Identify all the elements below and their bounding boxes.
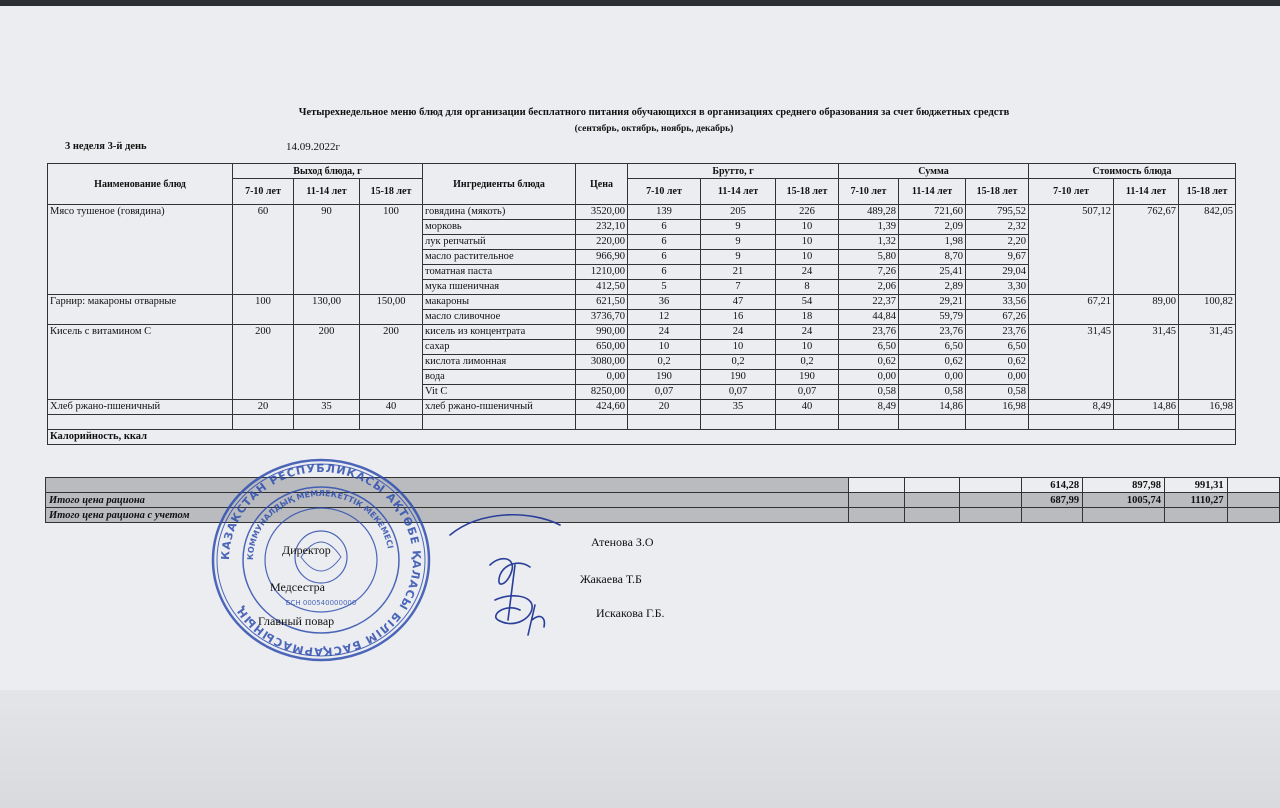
output-cell: 60 [233,205,294,295]
gross-cell: 226 [776,205,839,220]
header-output: Выход блюда, г [233,164,423,179]
header-age: 11-14 лет [701,179,776,205]
cost-cell: 31,45 [1114,325,1179,400]
calories-label: Калорийность, ккал [48,430,1236,445]
gross-cell: 9 [701,235,776,250]
output-cell: 40 [360,400,423,415]
cost-cell: 14,86 [1114,400,1179,415]
sum-cell: 489,28 [839,205,899,220]
document-subtitle: (сентябрь, октябрь, ноябрь, декабрь) [574,124,734,134]
cost-cell: 89,00 [1114,295,1179,325]
sum-cell: 33,56 [966,295,1029,310]
gross-cell: 0,2 [628,355,701,370]
table-row [48,205,1236,220]
empty-cell [360,415,423,430]
sum-cell: 59,79 [899,310,966,325]
gross-cell: 6 [628,265,701,280]
cost-cell: 31,45 [1029,325,1114,400]
ingredient-cell: сахар [423,340,576,355]
gross-cell: 190 [776,370,839,385]
price-cell: 220,00 [576,235,628,250]
sum-cell: 2,06 [839,280,899,295]
header-age: 15-18 лет [360,179,423,205]
gross-cell: 10 [776,340,839,355]
total-cell: 687,99 [1021,493,1082,508]
output-cell: 100 [360,205,423,295]
cost-cell: 842,05 [1179,205,1236,295]
table-row [48,295,1236,310]
gross-cell: 10 [701,340,776,355]
gross-cell: 0,07 [776,385,839,400]
sum-cell: 22,37 [839,295,899,310]
sum-cell: 5,80 [839,250,899,265]
gross-cell: 35 [701,400,776,415]
gross-cell: 0,07 [701,385,776,400]
gross-cell: 9 [701,250,776,265]
gross-cell: 8 [776,280,839,295]
ingredient-cell: масло растительное [423,250,576,265]
output-cell: 200 [233,325,294,400]
ingredient-cell: томатная паста [423,265,576,280]
price-cell: 3080,00 [576,355,628,370]
gross-cell: 24 [701,325,776,340]
ration-vat-label: Итого цена рациона с учетом [46,508,849,523]
price-cell: 650,00 [576,340,628,355]
header-age: 11-14 лет [1114,179,1179,205]
dish-name-cell: Мясо тушеное (говядина) [48,205,233,295]
total-cell: 1005,74 [1083,493,1165,508]
gross-cell: 6 [628,250,701,265]
header-dish: Наименование блюд [48,164,233,205]
seal-outer-text: КАЗАКСТАН РЕСПУБЛИКАСЫ АҚТӨБЕ ҚАЛАСЫ БІЛІМ БАСҚАРМАСЫНЫҢ [218,461,424,659]
sum-cell: 8,70 [899,250,966,265]
table-row [48,325,1236,340]
director-label: Директор [282,543,331,557]
sum-cell: 2,09 [899,220,966,235]
price-cell: 3736,70 [576,310,628,325]
ingredient-cell: мука пшеничная [423,280,576,295]
header-gross: Брутто, г [628,164,839,179]
calories-row [48,430,1236,445]
seal-id-text: БСН 000540000000 [285,599,357,607]
ingredient-cell: говядина (мякоть) [423,205,576,220]
table-row [48,415,1236,430]
ingredient-cell: хлеб ржано-пшеничный [423,400,576,415]
gross-cell: 20 [628,400,701,415]
empty-cell [48,415,233,430]
output-cell: 20 [233,400,294,415]
header-age: 7-10 лет [1029,179,1114,205]
sum-cell: 6,50 [899,340,966,355]
dish-name-cell: Кисель с витамином С [48,325,233,400]
table-surface [0,690,1280,808]
sum-cell: 6,50 [966,340,1029,355]
sum-cell: 795,52 [966,205,1029,220]
cook-label: Главный повар [258,614,335,628]
ingredient-cell: кислота лимонная [423,355,576,370]
ingredient-cell: лук репчатый [423,235,576,250]
total-cell: 614,28 [1021,478,1082,493]
header-age: 15-18 лет [776,179,839,205]
document-title: Четырехнедельное меню блюд для организации бесплатного питания обучающихся в организациях среднего образования за счет бюджетных средств [298,107,1010,118]
cost-cell: 31,45 [1179,325,1236,400]
header-age: 7-10 лет [839,179,899,205]
gross-cell: 190 [628,370,701,385]
total-cell: 1110,27 [1164,493,1227,508]
gross-cell: 10 [776,250,839,265]
menu-date: 14.09.2022г [286,141,341,153]
cost-cell: 100,82 [1179,295,1236,325]
menu-table [47,163,1236,445]
total-cell: 991,31 [1164,478,1227,493]
gross-cell: 5 [628,280,701,295]
gross-cell: 7 [701,280,776,295]
gross-cell: 139 [628,205,701,220]
header-age: 11-14 лет [294,179,360,205]
gross-cell: 10 [628,340,701,355]
empty-cell [1029,415,1114,430]
cost-cell: 762,67 [1114,205,1179,295]
header-age: 15-18 лет [1179,179,1236,205]
sum-cell: 14,86 [899,400,966,415]
empty-cell [576,415,628,430]
ingredient-cell: Vit C [423,385,576,400]
sum-cell: 0,00 [899,370,966,385]
sum-cell: 1,98 [899,235,966,250]
ingredient-cell: кисель из концентрата [423,325,576,340]
cost-cell: 16,98 [1179,400,1236,415]
empty-cell [899,415,966,430]
gross-cell: 18 [776,310,839,325]
table-row [48,400,1236,415]
empty-cell [966,415,1029,430]
sum-cell: 23,76 [839,325,899,340]
price-cell: 412,50 [576,280,628,295]
gross-cell: 9 [701,220,776,235]
output-cell: 200 [294,325,360,400]
sum-cell: 6,50 [839,340,899,355]
output-cell: 150,00 [360,295,423,325]
sum-cell: 0,00 [966,370,1029,385]
ingredient-cell: масло сливочное [423,310,576,325]
output-cell: 200 [360,325,423,400]
sum-cell: 8,49 [839,400,899,415]
gross-cell: 190 [701,370,776,385]
sum-cell: 7,26 [839,265,899,280]
empty-cell [776,415,839,430]
dish-name-cell: Хлеб ржано-пшеничный [48,400,233,415]
empty-cell [701,415,776,430]
gross-cell: 0,2 [776,355,839,370]
ingredient-cell: вода [423,370,576,385]
gross-cell: 10 [776,235,839,250]
totals-empty-cell [46,478,849,493]
gross-cell: 40 [776,400,839,415]
header-cost: Стоимость блюда [1029,164,1236,179]
empty-cell [1114,415,1179,430]
sum-cell: 3,30 [966,280,1029,295]
cost-cell: 507,12 [1029,205,1114,295]
sum-cell: 0,58 [966,385,1029,400]
gross-cell: 36 [628,295,701,310]
header-age: 7-10 лет [628,179,701,205]
price-cell: 990,00 [576,325,628,340]
sum-cell: 29,04 [966,265,1029,280]
sum-cell: 44,84 [839,310,899,325]
gross-cell: 0,2 [701,355,776,370]
gross-cell: 16 [701,310,776,325]
price-cell: 1210,00 [576,265,628,280]
sum-cell: 16,98 [966,400,1029,415]
empty-cell [1179,415,1236,430]
gross-cell: 24 [776,325,839,340]
price-cell: 8250,00 [576,385,628,400]
sum-cell: 721,60 [899,205,966,220]
sum-cell: 1,32 [839,235,899,250]
sum-cell: 0,58 [839,385,899,400]
empty-cell [839,415,899,430]
sum-cell: 2,89 [899,280,966,295]
sum-cell: 0,62 [839,355,899,370]
gross-cell: 54 [776,295,839,310]
gross-cell: 12 [628,310,701,325]
director-name: Атенова З.О [591,535,654,549]
output-cell: 35 [294,400,360,415]
sum-cell: 67,26 [966,310,1029,325]
output-cell: 90 [294,205,360,295]
handwritten-signature-icon [420,505,590,655]
cost-cell: 67,21 [1029,295,1114,325]
price-cell: 621,50 [576,295,628,310]
price-cell: 232,10 [576,220,628,235]
cost-cell: 8,49 [1029,400,1114,415]
header-age: 11-14 лет [899,179,966,205]
price-cell: 0,00 [576,370,628,385]
gross-cell: 0,07 [628,385,701,400]
gross-cell: 6 [628,235,701,250]
price-cell: 424,60 [576,400,628,415]
sum-cell: 2,32 [966,220,1029,235]
nurse-label: Медсестра [270,580,325,594]
sum-cell: 29,21 [899,295,966,310]
seal-stamp-icon [206,455,436,665]
output-cell: 100 [233,295,294,325]
sum-cell: 25,41 [899,265,966,280]
sum-cell: 9,67 [966,250,1029,265]
gross-cell: 10 [776,220,839,235]
ration-label: Итого цена рациона [46,493,849,508]
header-price: Цена [576,164,628,205]
seal-inner-text: КОММУНАЛДЫҚ МЕМЛЕКЕТТІК МЕКЕМЕСІ [245,488,395,561]
week-day-label: 3 неделя 3-й день [65,141,147,152]
total-cell: 897,98 [1083,478,1165,493]
empty-cell [294,415,360,430]
header-ingredients: Ингредиенты блюда [423,164,576,205]
gross-cell: 6 [628,220,701,235]
sum-cell: 0,62 [899,355,966,370]
empty-cell [423,415,576,430]
price-cell: 966,90 [576,250,628,265]
header-age: 15-18 лет [966,179,1029,205]
sum-cell: 2,20 [966,235,1029,250]
gross-cell: 21 [701,265,776,280]
output-cell: 130,00 [294,295,360,325]
header-age: 7-10 лет [233,179,294,205]
gross-cell: 47 [701,295,776,310]
gross-cell: 24 [776,265,839,280]
cook-name: Искакова Г.Б. [596,606,665,620]
ingredient-cell: макароны [423,295,576,310]
gross-cell: 24 [628,325,701,340]
sum-cell: 1,39 [839,220,899,235]
sum-cell: 23,76 [966,325,1029,340]
sum-cell: 0,58 [899,385,966,400]
dish-name-cell: Гарнир: макароны отварные [48,295,233,325]
sum-cell: 0,62 [966,355,1029,370]
header-sum: Сумма [839,164,1029,179]
empty-cell [233,415,294,430]
price-cell: 3520,00 [576,205,628,220]
sum-cell: 23,76 [899,325,966,340]
gross-cell: 205 [701,205,776,220]
empty-cell [628,415,701,430]
sum-cell: 0,00 [839,370,899,385]
nurse-name: Жакаева Т.Б [580,572,642,586]
ingredient-cell: морковь [423,220,576,235]
